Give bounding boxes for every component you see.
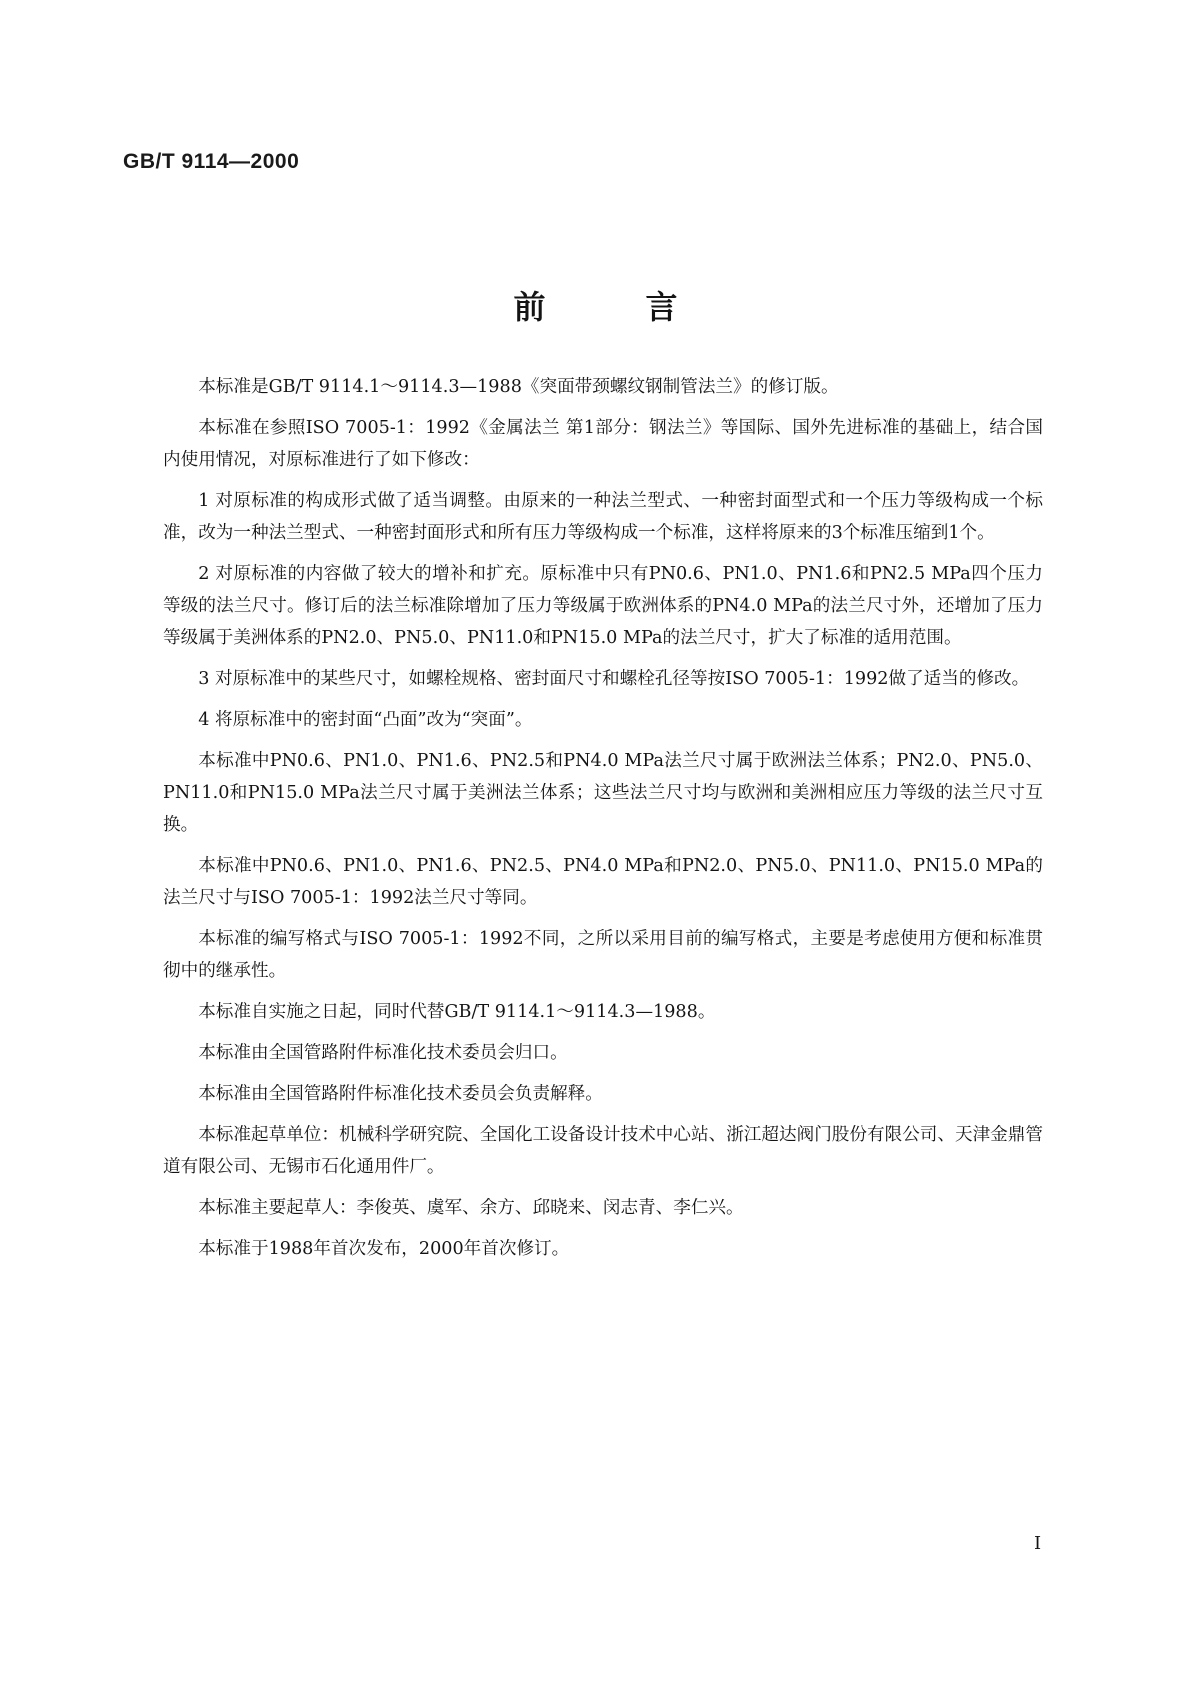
paragraph: 本标准于1988年首次发布，2000年首次修订。 bbox=[198, 1239, 570, 1259]
paragraph: 本标准的编写格式与ISO 7005-1：1992不同，之所以采用目前的编写格式，主要是考虑使用方便和标准贯彻中的继承性。 bbox=[163, 929, 1043, 981]
foreword-body bbox=[163, 371, 1043, 1274]
standard-code: GB/T 9114—2000 bbox=[123, 150, 300, 173]
paragraph: 4 将原标准中的密封面“凸面”改为“突面”。 bbox=[198, 710, 533, 730]
paragraph: 本标准起草单位：机械科学研究院、全国化工设备设计技术中心站、浙江超达阀门股份有限公司、天津金鼎管道有限公司、无锡市石化通用件厂。 bbox=[163, 1125, 1043, 1177]
page-number: I bbox=[1034, 1533, 1042, 1554]
paragraph: 2 对原标准的内容做了较大的增补和扩充。原标准中只有PN0.6、PN1.0、PN1.6和PN2.5 MPa四个压力等级的法兰尺寸。修订后的法兰标准除增加了压力等级属于欧洲体系的PN4.0 MPa的法兰尺寸外，还增加了压力等级属于美洲体系的PN2.0、PN5.0、PN11.0和PN15.0 MPa的法兰尺寸，扩大了标准的适用范围。 bbox=[163, 564, 1043, 648]
paragraph: 1 对原标准的构成形式做了适当调整。由原来的一种法兰型式、一种密封面型式和一个压力等级构成一个标准，改为一种法兰型式、一种密封面形式和所有压力等级构成一个标准，这样将原来的3个标准压缩到1个。 bbox=[163, 491, 1043, 543]
paragraph: 本标准由全国管路附件标准化技术委员会负责解释。 bbox=[198, 1084, 603, 1104]
page-title-part-1: 前 bbox=[513, 288, 546, 326]
paragraph: 本标准中PN0.6、PN1.0、PN1.6、PN2.5和PN4.0 MPa法兰尺寸属于欧洲法兰体系；PN2.0、PN5.0、PN11.0和PN15.0 MPa法兰尺寸属于美洲法兰体系；这些法兰尺寸均与欧洲和美洲相应压力等级的法兰尺寸互换。 bbox=[163, 751, 1043, 835]
paragraph: 本标准由全国管路附件标准化技术委员会归口。 bbox=[198, 1043, 568, 1063]
page-title-part-2: 言 bbox=[645, 288, 678, 326]
paragraph: 本标准中PN0.6、PN1.0、PN1.6、PN2.5、PN4.0 MPa和PN2.0、PN5.0、PN11.0、PN15.0 MPa的法兰尺寸与ISO 7005-1：1992法兰尺寸等同。 bbox=[163, 856, 1043, 908]
paragraph: 本标准在参照ISO 7005-1：1992《金属法兰 第1部分：钢法兰》等国际、国外先进标准的基础上，结合国内使用情况，对原标准进行了如下修改： bbox=[163, 418, 1043, 470]
paragraph: 3 对原标准中的某些尺寸，如螺栓规格、密封面尺寸和螺栓孔径等按ISO 7005-1：1992做了适当的修改。 bbox=[198, 669, 1030, 689]
paragraph: 本标准主要起草人：李俊英、虞军、余方、邱晓来、闵志青、李仁兴。 bbox=[198, 1198, 744, 1218]
page-title bbox=[0, 282, 1191, 328]
paragraph: 本标准自实施之日起，同时代替GB/T 9114.1～9114.3—1988。 bbox=[198, 1002, 716, 1022]
paragraph: 本标准是GB/T 9114.1～9114.3—1988《突面带颈螺纹钢制管法兰》的修订版。 bbox=[198, 377, 839, 397]
